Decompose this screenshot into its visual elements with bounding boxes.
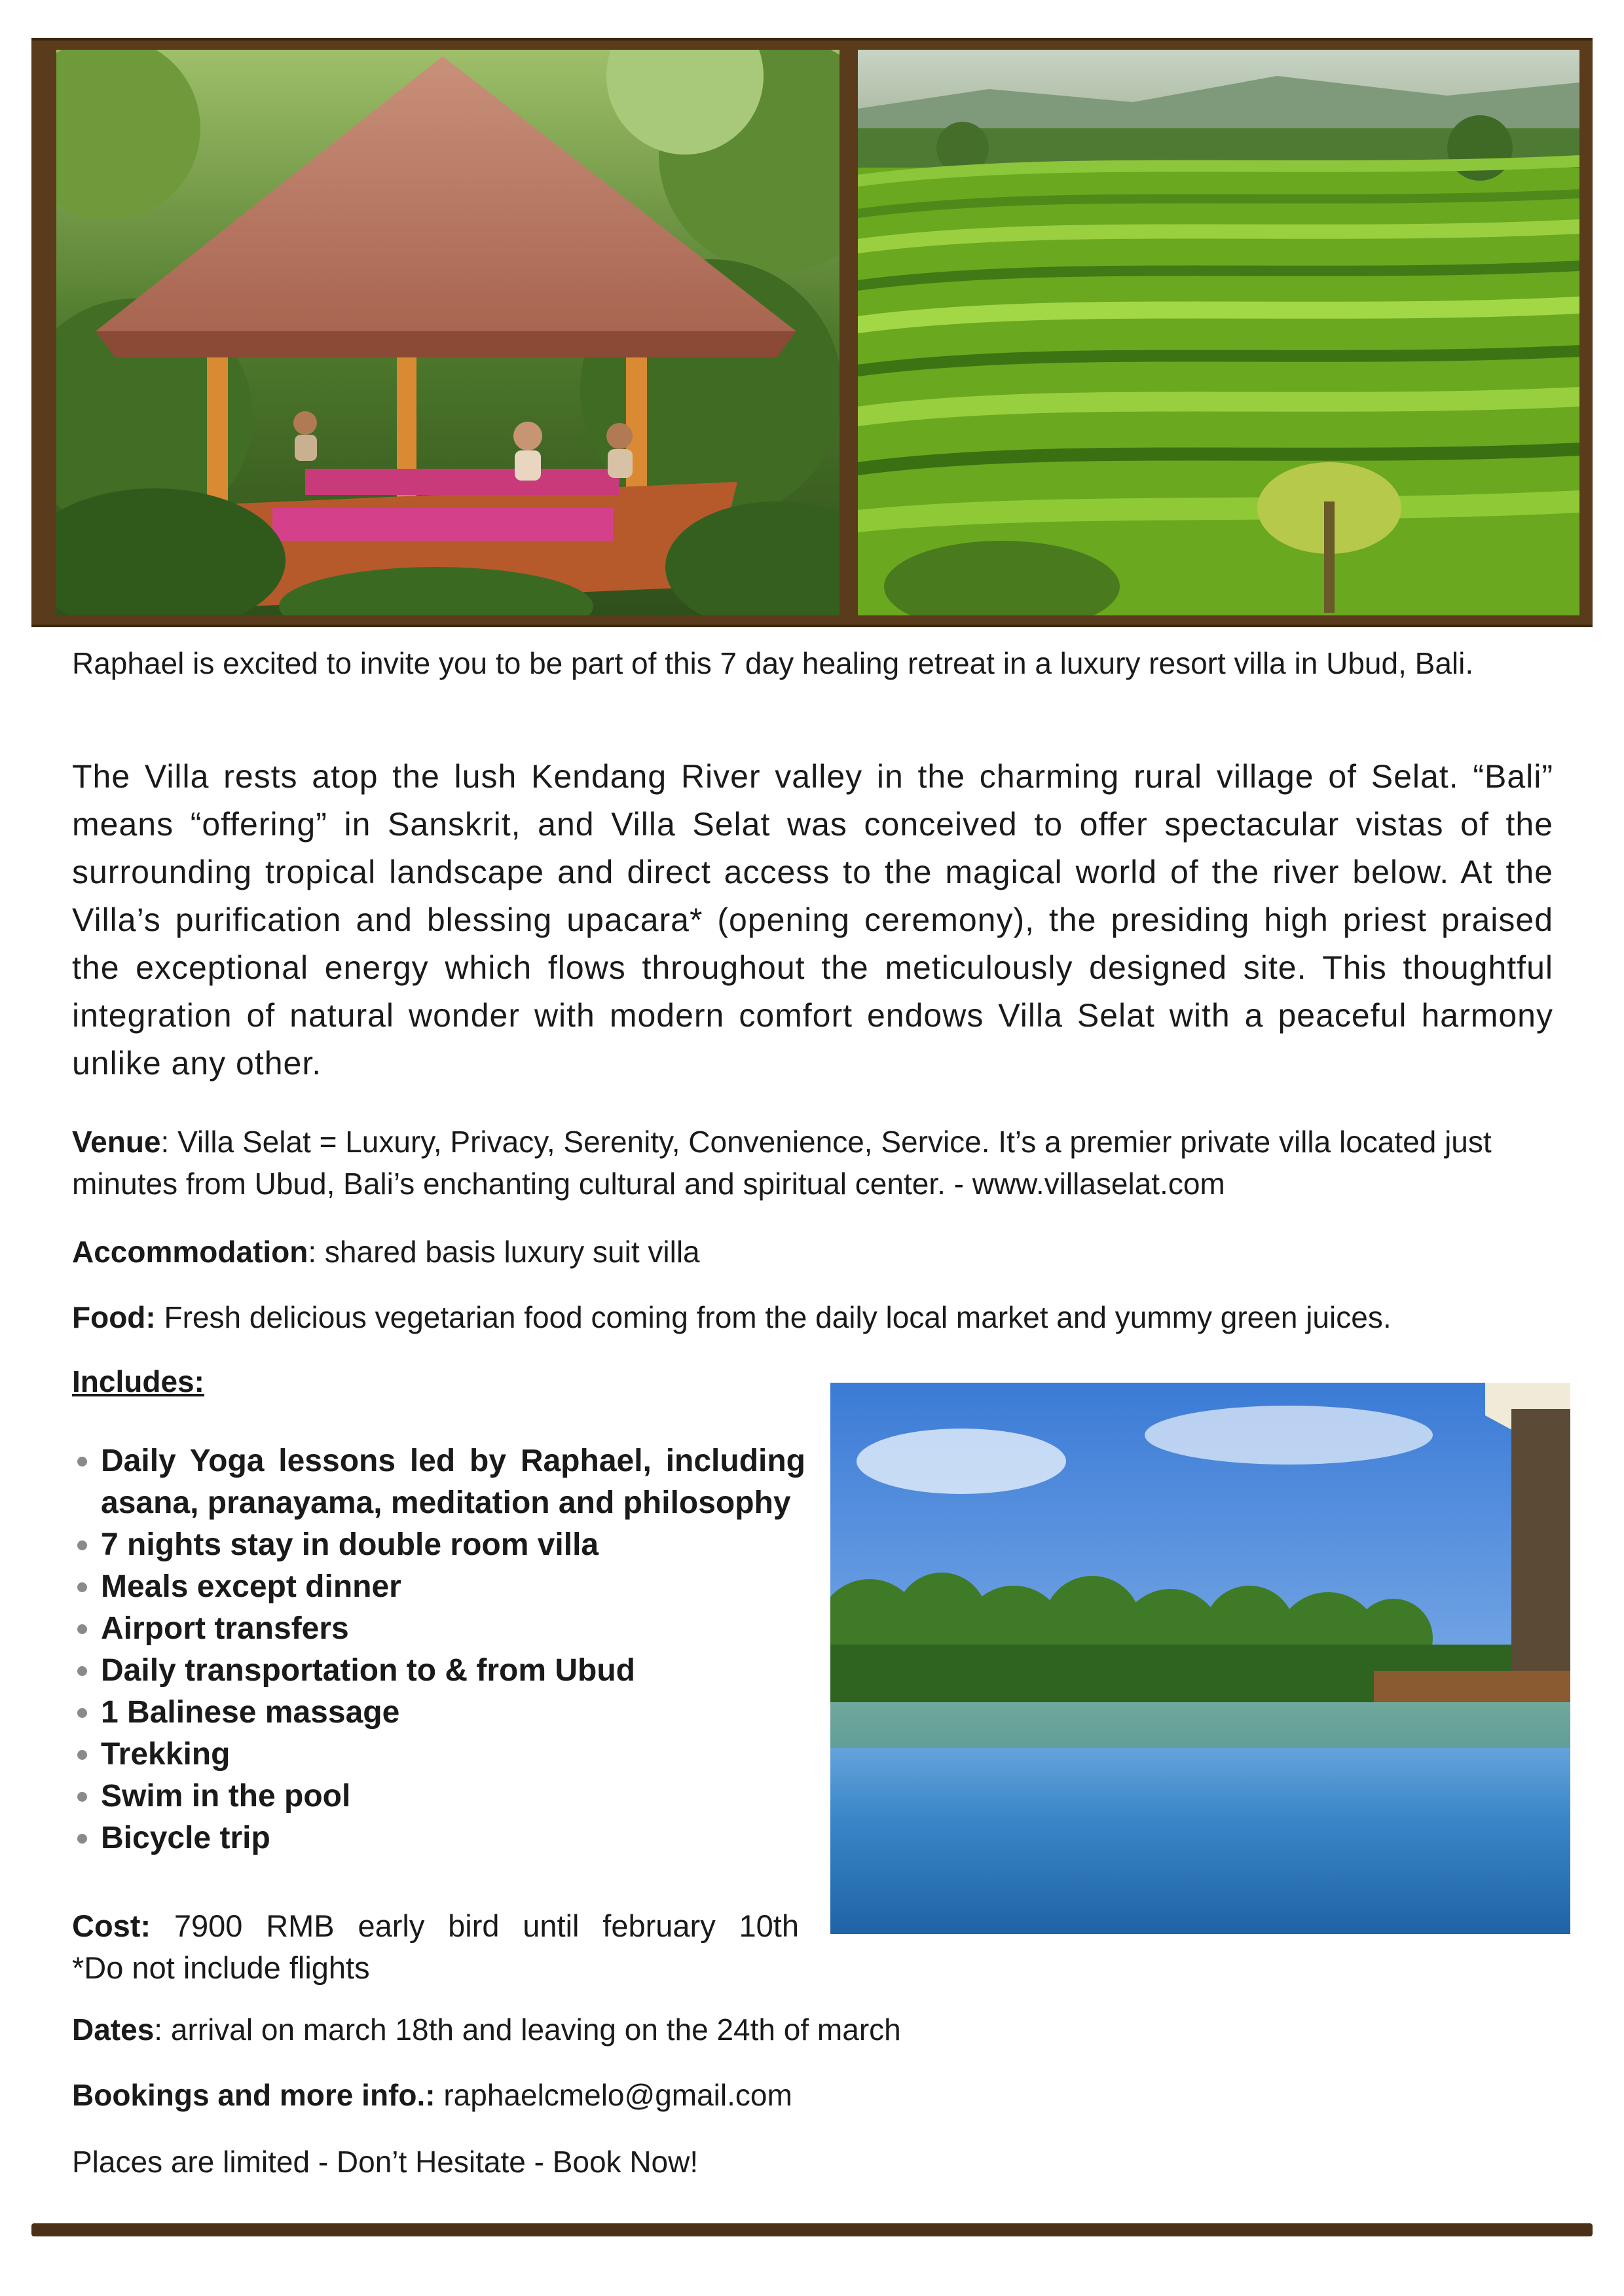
list-item: 7 nights stay in double room villa xyxy=(72,1524,805,1566)
list-item: Daily Yoga lessons led by Raphael, including asana, pranayama, meditation and philosophy xyxy=(72,1440,805,1524)
list-item: 1 Balinese massage xyxy=(72,1692,805,1734)
food-paragraph xyxy=(72,1296,1553,1338)
venue-label: Venue xyxy=(72,1125,161,1159)
cost-line xyxy=(72,1905,799,1947)
cost-word: until xyxy=(523,1908,580,1943)
cost-word: early xyxy=(358,1908,425,1943)
venue-text: : Villa Selat = Luxury, Privacy, Serenity, Convenience, Service. It’s a premier private villa located just minutes from Ubud, Bali’s enchanting cultural and spiritual center. - www.villaselat.com xyxy=(72,1125,1492,1201)
infinity-pool-photo xyxy=(830,1383,1570,1934)
closing-line: Places are limited - Don’t Hesitate - Book Now! xyxy=(72,2145,699,2179)
dates-label: Dates xyxy=(72,2013,155,2047)
cost-paragraph xyxy=(72,1905,799,1989)
cost-word: february xyxy=(602,1908,716,1943)
intro-paragraph: Raphael is excited to invite you to be part of this 7 day healing retreat in a luxury resort villa in Ubud, Bali. xyxy=(72,646,1474,680)
list-item: Daily transportation to & from Ubud xyxy=(72,1650,805,1692)
list-item: Swim in the pool xyxy=(72,1776,805,1817)
list-item: Meals except dinner xyxy=(72,1566,805,1608)
includes-list xyxy=(72,1440,805,1859)
bookings-paragraph xyxy=(72,2074,1553,2116)
rice-terraces-photo xyxy=(858,50,1579,615)
venue-paragraph xyxy=(72,1121,1553,1205)
villa-description: The Villa rests atop the lush Kendang River valley in the charming rural village of Selat. “Bali” means “offering” in Sanskrit, and Villa Selat was conceived to offer spectacular vistas of the surrounding tropical landscape and direct access to the magical world of the river below. At the Villa’s purification and blessing upacara* (opening ceremony), the presiding high priest praised the exceptional energy which flows throughout the meticulously designed site. This thoughtful integration of natural wonder with modern comfort endows Villa Selat with a peaceful harmony unlike any other. xyxy=(72,758,1553,1082)
bookings-label: Bookings and more info.: xyxy=(72,2078,435,2112)
list-item: Trekking xyxy=(72,1734,805,1776)
food-text: Fresh delicious vegetarian food coming from the daily local market and yummy green juices. xyxy=(155,1300,1392,1334)
cost-word: 10th xyxy=(739,1908,799,1943)
bookings-email: raphaelcmelo@gmail.com xyxy=(435,2078,792,2112)
list-item: Bicycle trip xyxy=(72,1817,805,1859)
photo-banner xyxy=(31,38,1593,627)
dates-text: : arrival on march 18th and leaving on the 24th of march xyxy=(154,2013,901,2047)
cost-word: RMB xyxy=(266,1908,335,1943)
food-label: Food: xyxy=(72,1300,156,1334)
bottom-divider xyxy=(31,2223,1593,2236)
accommodation-text: : shared basis luxury suit villa xyxy=(308,1235,700,1269)
list-item: Airport transfers xyxy=(72,1608,805,1650)
yoga-pavilion-photo xyxy=(56,50,840,615)
includes-heading: Includes: xyxy=(72,1364,204,1398)
cost-word: bird xyxy=(448,1908,500,1943)
dates-paragraph xyxy=(72,2009,1553,2050)
accommodation-label: Accommodation xyxy=(72,1235,308,1269)
cost-note: *Do not include flights xyxy=(72,1950,370,1985)
cost-label: Cost: xyxy=(72,1908,151,1943)
cost-word: 7900 xyxy=(174,1908,243,1943)
accommodation-paragraph xyxy=(72,1231,1553,1273)
